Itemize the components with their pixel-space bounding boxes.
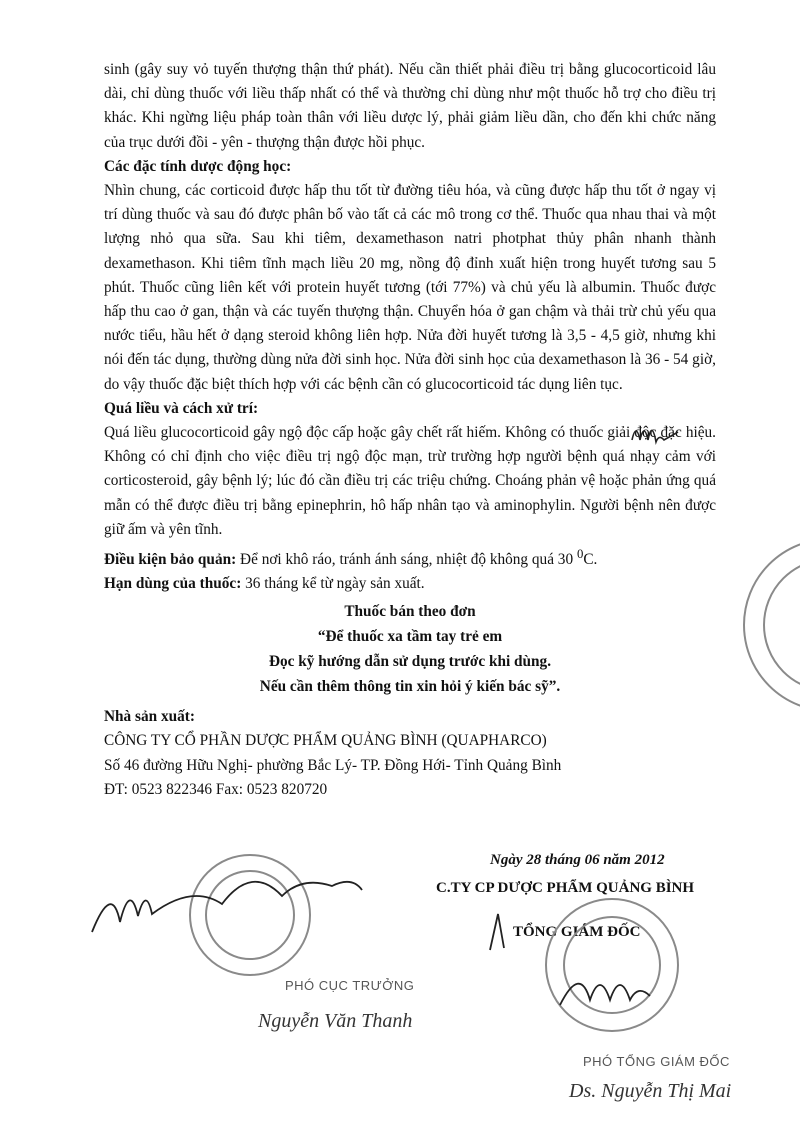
shelf-life-text: 36 tháng kể từ ngày sản xuất.: [241, 575, 425, 593]
notice-prescription: Thuốc bán theo đơn: [344, 602, 476, 620]
notice-ask-doctor: Nếu cần thêm thông tin xin hỏi ý kiến bác sỹ”.: [259, 677, 561, 695]
notice-block: [104, 599, 716, 699]
notice-children: “Để thuốc xa tầm tay trẻ em: [317, 627, 503, 645]
storage-line: [104, 542, 716, 572]
storage-degree: 0: [576, 547, 584, 562]
storage-unit: C.: [583, 551, 598, 569]
overdose-paragraph: Quá liều glucocorticoid gây ngộ độc cấp hoặc gây chết rất hiếm. Không có thuốc giải độc đặc hiệu. Không có chỉ định cho việc điều trị ngộ độc mạn, trừ trường hợp người bệnh quá nhạy cảm với corticosteroid, gây bệnh lý; lúc đó cần điều trị các triệu chứng. Choáng phản vệ hoặc phản ứng quá mẫn có thể được điều trị bằng epinephrin, hô hấp nhân tạo và aminophylin. Người bệnh nên được giữ ấm và yên tĩnh.: [104, 424, 716, 538]
manufacturer-name: CÔNG TY CỔ PHẦN DƯỢC PHẨM QUẢNG BÌNH (QUAPHARCO): [104, 732, 547, 750]
document-body: [104, 58, 716, 803]
notice-read-instructions: Đọc kỹ hướng dẫn sử dụng trước khi dùng.: [268, 652, 552, 670]
edge-seal: [744, 539, 800, 711]
signature-date: Ngày 28 tháng 06 năm 2012: [490, 852, 665, 868]
shelf-life-line: [104, 572, 716, 596]
shelf-life-label: Hạn dùng của thuốc:: [104, 575, 242, 593]
signature-company: C.TY CP DƯỢC PHẨM QUẢNG BÌNH: [436, 880, 695, 896]
deputy-official-signature: [92, 882, 362, 932]
manufacturer-phone: ĐT: 0523 822346 Fax: 0523 820720: [104, 781, 328, 799]
pharmacokinetics-paragraph: Nhìn chung, các corticoid được hấp thu tốt từ đường tiêu hóa, và cũng được hấp thu tốt ở ngay vị trí dùng thuốc và sau đó được phân bố vào tất cả các mô trong cơ thể. Thuốc qua nhau thai và một lượng nhỏ qua sữa. Sau khi tiêm, dexamethason natri photphat thủy phân nhanh thành dexamethason. Khi tiêm tĩnh mạch liều 20 mg, nồng độ đỉnh xuất hiện trong huyết tương sau 5 phút. Thuốc cũng liên kết với protein huyết tương (tới 77%) và chủ yếu là albumin. Thuốc được hấp thu cao ở gan, thận và các tuyến thượng thận. Chuyển hóa ở gan chậm và thải trừ chủ yếu qua nước tiểu, hầu hết ở dạng steroid không liên hợp. Nửa đời huyết tương là 3,5 - 4,5 giờ, nhưng khi nói đến tác dụng, thường dùng nửa đời sinh học. Nửa đời sinh học của dexamethason là 36 - 54 giờ, do vậy thuốc đặc biệt thích hợp với các bệnh cần có glucocorticoid tác dụng liên tục.: [104, 182, 716, 393]
intro-paragraph: sinh (gây suy vỏ tuyến thượng thận thứ phát). Nếu cần thiết phải điều trị bằng glucocorticoid lâu dài, chỉ dùng thuốc với liều thấp nhất có thể và thường chỉ dùng như một thuốc hỗ trợ cho điều trị khác. Khi ngừng liệu pháp toàn thân với liều dược lý, phải giảm liều dần, cho đến khi chức năng của trục dưới đồi - yên - thượng thận được hồi phục.: [104, 61, 716, 151]
company-seal: [546, 899, 678, 1031]
manufacturer-address: Số 46 đường Hữu Nghị- phường Bắc Lý- TP. Đồng Hới- Tỉnh Quảng Bình: [104, 756, 562, 774]
deputy-official-name: Nguyễn Văn Thanh: [258, 1010, 413, 1032]
pharmacokinetics-heading: Các đặc tính dược động học:: [104, 157, 292, 175]
ministry-seal: [190, 855, 310, 975]
deputy-director-title: PHÓ TỔNG GIÁM ĐỐC: [583, 1054, 730, 1069]
deputy-official-title: PHÓ CỤC TRƯỞNG: [285, 978, 415, 993]
manufacturer-block: [104, 705, 716, 803]
deputy-director-name: Ds. Nguyễn Thị Mai: [569, 1080, 732, 1102]
signature-director-title: TỔNG GIÁM ĐỐC: [513, 924, 641, 940]
storage-text: Để nơi khô ráo, tránh ánh sáng, nhiệt độ không quá 30: [236, 551, 577, 569]
manufacturer-heading: Nhà sản xuất:: [104, 707, 195, 725]
overdose-heading: Quá liều và cách xử trí:: [104, 399, 259, 417]
storage-label: Điều kiện bảo quản:: [104, 551, 237, 569]
